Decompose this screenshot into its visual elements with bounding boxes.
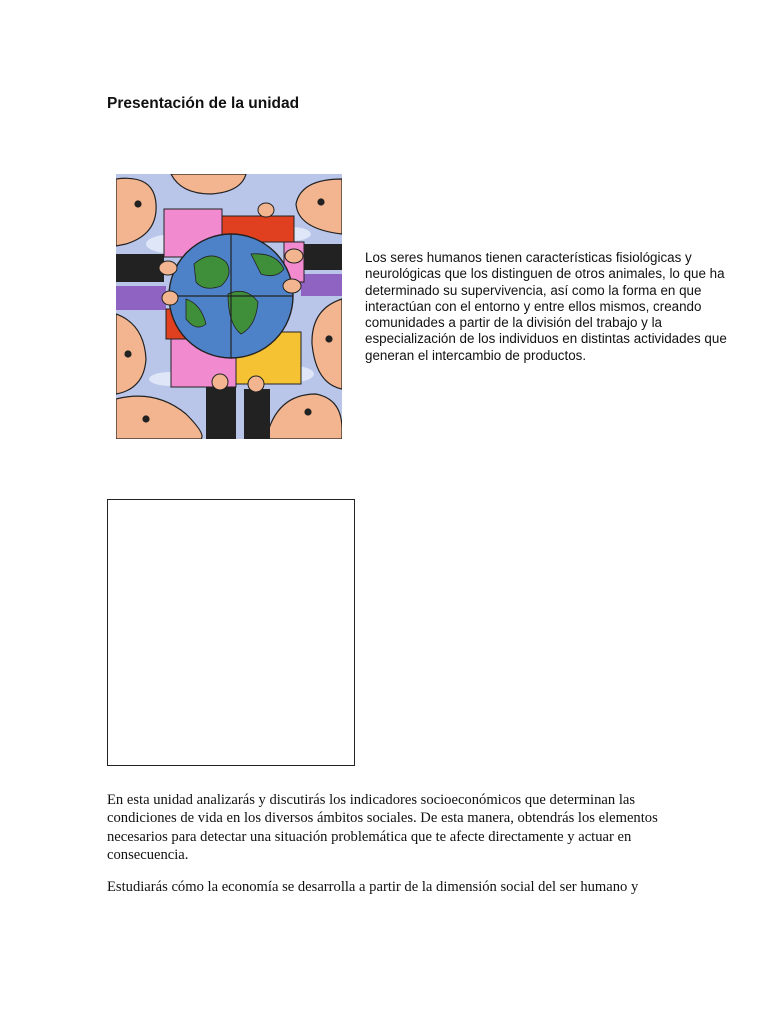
empty-figure-frame: [107, 499, 355, 766]
intro-paragraph: Los seres humanos tienen características fisiológicas y neurológicas que los distinguen de otros animales, lo que ha determinado su supervivencia, así como la forma en que interactúan con el entorno y entre ellos mismos, creando comunidades a partir de la división del trabajo y la especialización de los individuos en distintas actividades que generan el intercambio de productos.: [365, 250, 727, 363]
page-title: Presentación de la unidad: [107, 95, 300, 112]
body-paragraph-2: Estudiarás cómo la economía se desarrolla a partir de la dimensión social del ser humano y: [107, 879, 639, 895]
globe-puzzle-illustration: [116, 174, 342, 439]
body-paragraph-1: En esta unidad analizarás y discutirás los indicadores socioeconómicos que determinan las condiciones de vida en los diversos ámbitos sociales. De esta manera, obtendrás los elementos necesarios para detectar una situación problemática que te afecte directamente y actuar en consecuencia.: [107, 792, 658, 863]
